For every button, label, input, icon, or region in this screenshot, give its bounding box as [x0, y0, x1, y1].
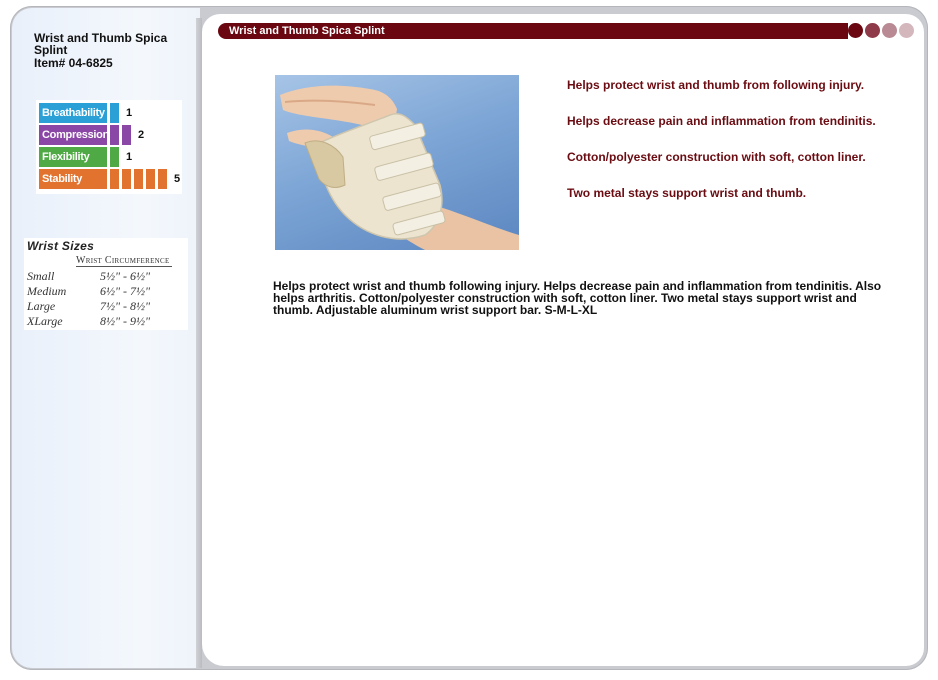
rating-value: 5 [174, 173, 181, 185]
rating-level-block [110, 125, 119, 145]
rating-label: Flexibility [39, 147, 107, 167]
product-photo [275, 75, 519, 250]
decorative-dot [899, 23, 914, 38]
size-name: Medium [27, 284, 67, 298]
rating-level-block [146, 169, 155, 189]
feature-item: Helps decrease pain and inflammation from tendinitis. [567, 114, 876, 128]
rating-row-breathability [39, 103, 179, 123]
ratings-chart [36, 100, 182, 194]
rating-value: 2 [138, 129, 145, 141]
rating-level-block [134, 169, 143, 189]
size-name: Large [27, 299, 56, 313]
size-range: 5½" - 6½" [100, 269, 151, 283]
rating-level-block [122, 125, 131, 145]
rating-level-block [122, 169, 131, 189]
rating-value: 1 [126, 151, 133, 163]
size-name: XLarge [27, 314, 63, 328]
splint-photo-illustration [275, 75, 519, 250]
rating-row-flexibility [39, 147, 179, 167]
rating-level-block [110, 147, 119, 167]
product-description: Helps protect wrist and thumb following injury. Helps decrease pain and inflammation from tendinitis. Also helps arthritis. Cotton/polyester construction with soft, cotton liner. Two metal stays support wrist and thumb. Adjustable aluminum wrist support bar. S-M-L-XL [273, 279, 882, 317]
rating-level-block [158, 169, 167, 189]
item-number: Item# 04-6825 [34, 56, 113, 70]
feature-item: Helps protect wrist and thumb from following injury. [567, 78, 865, 92]
size-range: 6½" - 7½" [100, 284, 151, 298]
decorative-dot [882, 23, 897, 38]
rating-label: Breathability [39, 103, 107, 123]
rating-label: Stability [39, 169, 107, 189]
page-title: Wrist and Thumb Spica Splint [229, 25, 385, 37]
decorative-dot [865, 23, 880, 38]
size-range: 7½" - 8½" [100, 299, 151, 313]
rating-value: 1 [126, 107, 133, 119]
rating-label: Compression [39, 125, 107, 145]
rating-row-stability [39, 169, 179, 189]
product-title: Wrist and Thumb Spica Splint [34, 31, 168, 57]
decorative-dot [848, 23, 863, 38]
wrist-sizes-title: Wrist Sizes [27, 239, 95, 253]
feature-item: Two metal stays support wrist and thumb. [567, 186, 807, 200]
wrist-circumference-header: Wrist Circumference [76, 255, 170, 266]
feature-item: Cotton/polyester construction with soft, cotton liner. [567, 150, 866, 164]
size-range: 8½" - 9½" [100, 314, 151, 328]
rating-level-block [110, 169, 119, 189]
rating-row-compression [39, 125, 179, 145]
rating-level-block [110, 103, 119, 123]
wrist-sizes-table [24, 238, 188, 330]
size-name: Small [27, 269, 55, 283]
